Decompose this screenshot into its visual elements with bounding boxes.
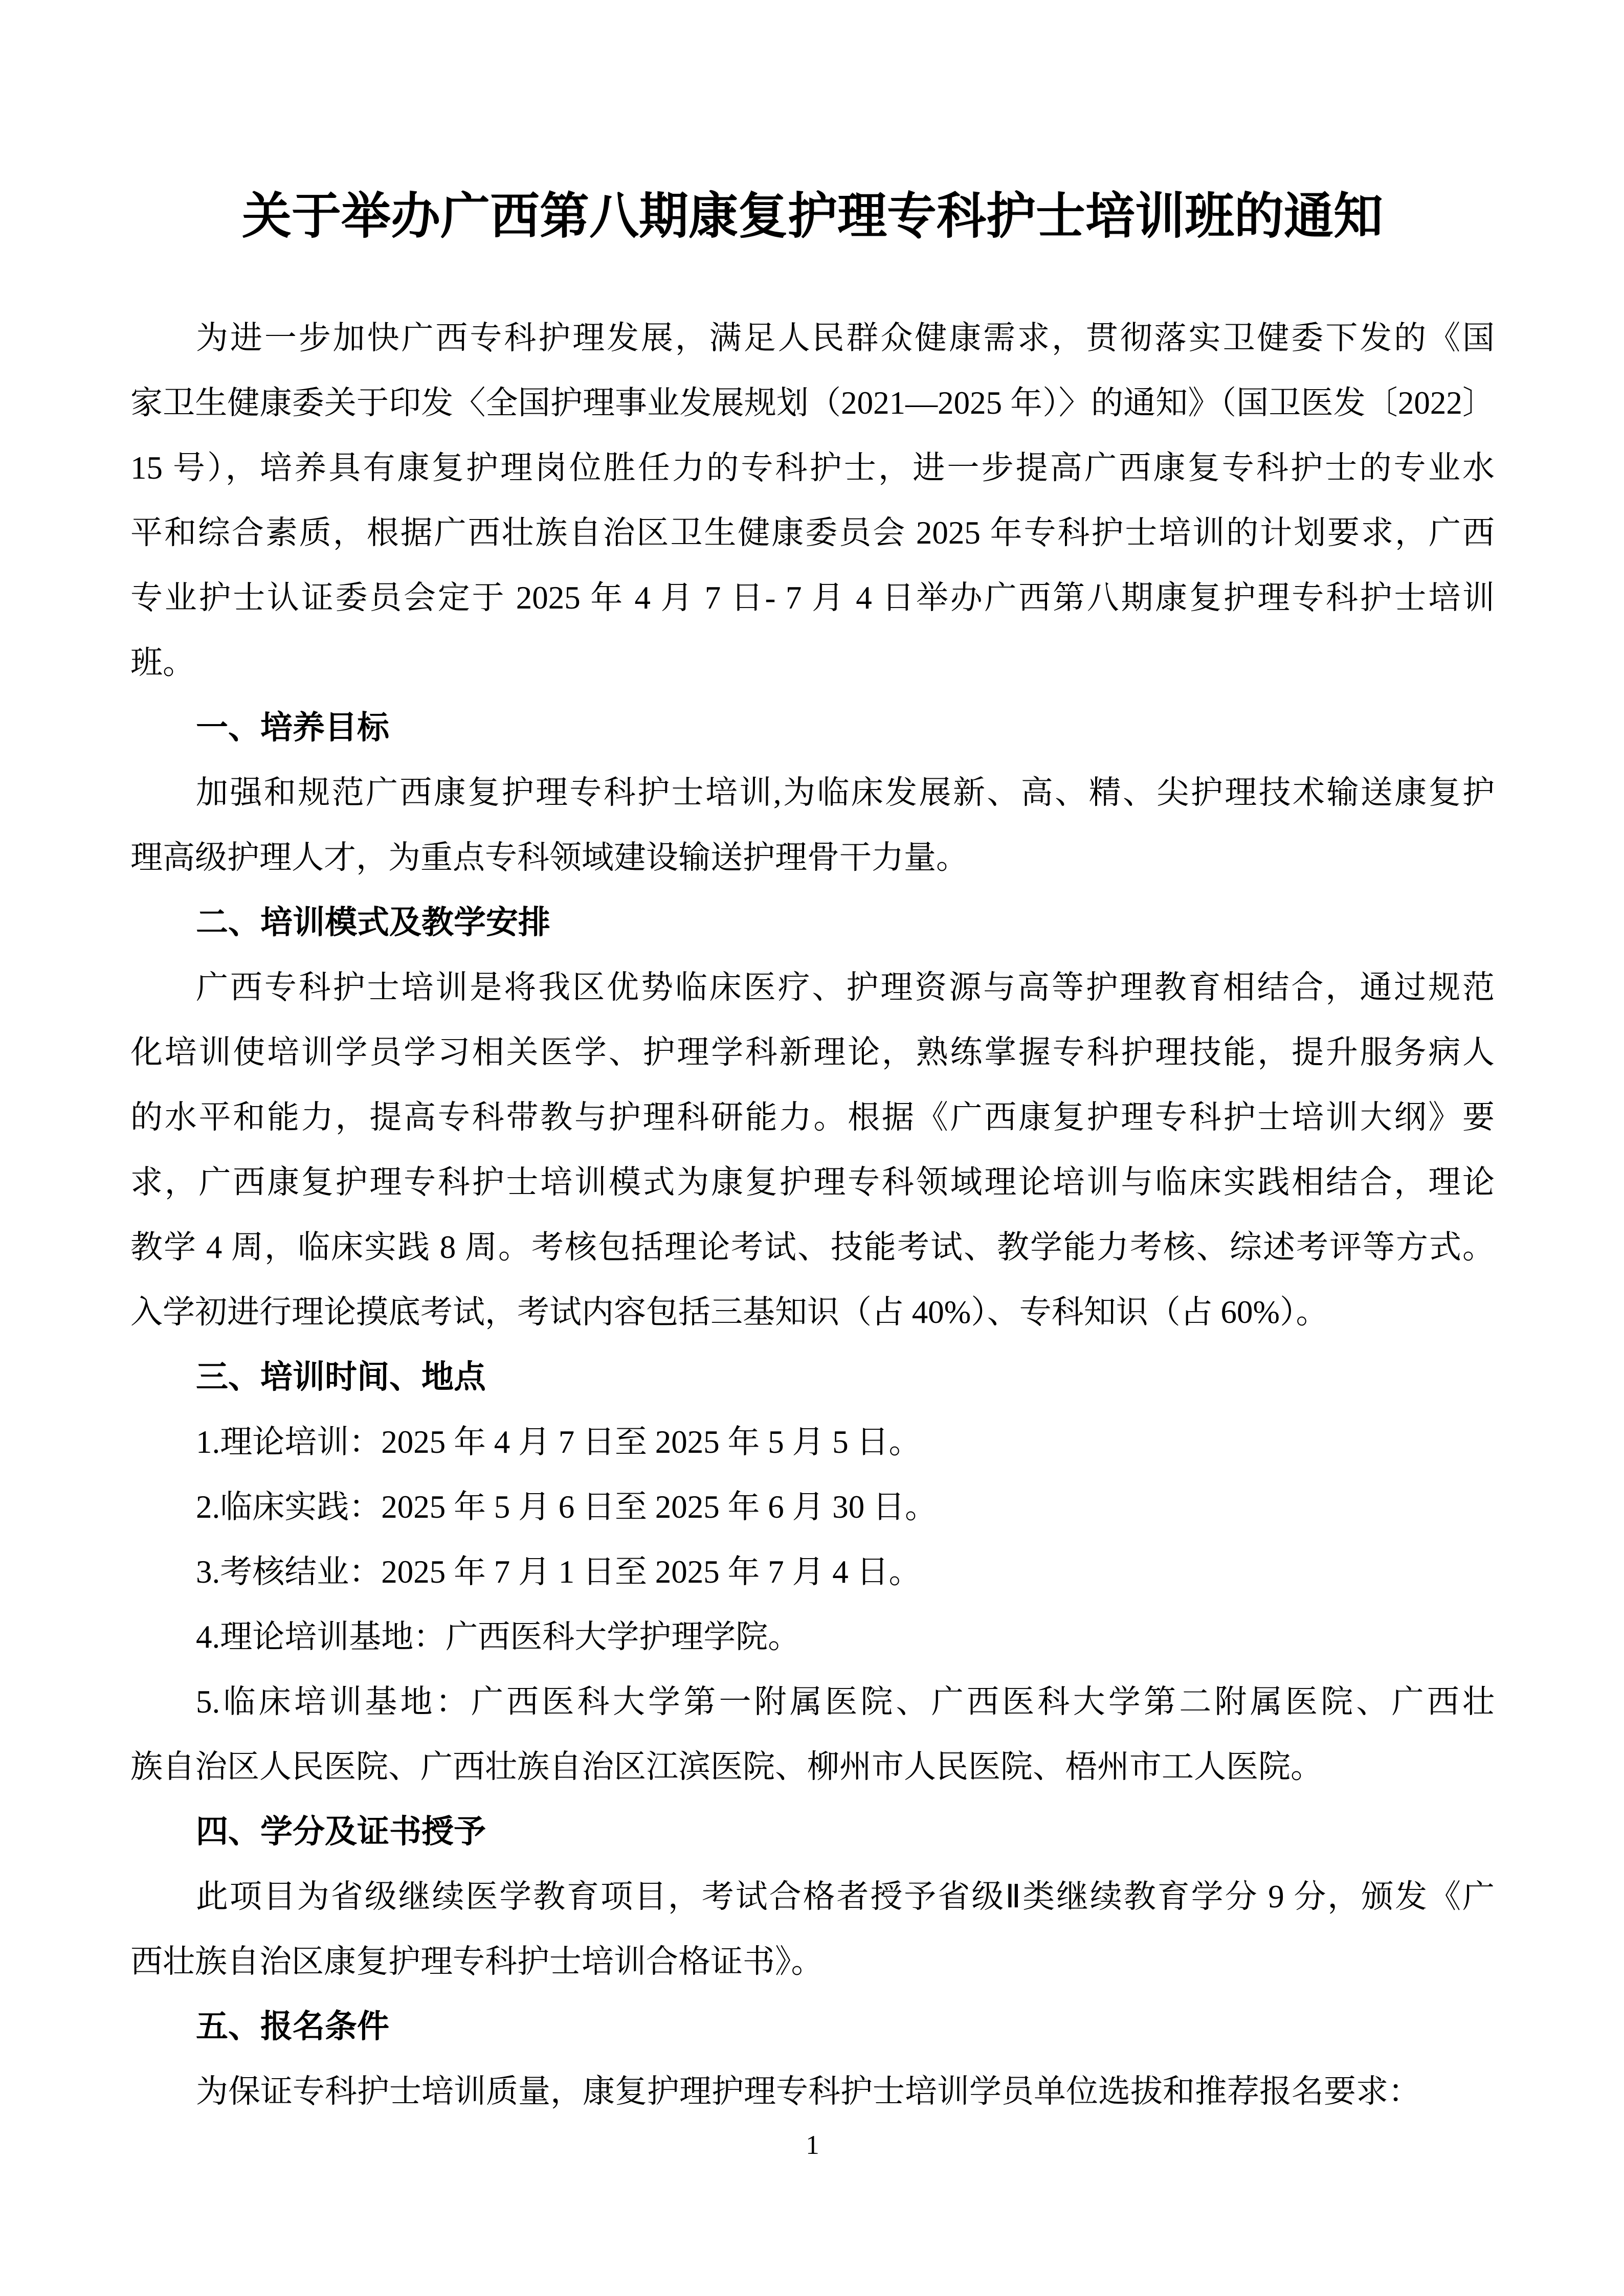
paragraph-line: 班。: [130, 645, 195, 681]
list-item-4: 4.理论培训基地：广西医科大学护理学院。: [196, 1619, 800, 1655]
list-item-1: 1.理论培训：2025 年 4 月 7 日至 2025 年 5 月 5 日。: [196, 1424, 921, 1460]
paragraph-line: 西壮族自治区康复护理专科护士培训合格证书》。: [130, 1944, 824, 1979]
paragraph-line: 求，广西康复护理专科护士培训模式为康复护理专科领域理论培训与临床实践相结合，理论: [130, 1164, 1495, 1200]
document-title: 关于举办广西第八期康复护理专科护士培训班的通知: [242, 189, 1383, 244]
paragraph-line: 入学初进行理论摸底考试，考试内容包括三基知识（占 40%）、专科知识（占 60%）。: [130, 1294, 1328, 1330]
paragraph-line: 广西专科护士培训是将我区优势临床医疗、护理资源与高等护理教育相结合，通过规范: [196, 970, 1495, 1005]
paragraph-line: 为保证专科护士培训质量，康复护理护理专科护士培训学员单位选拔和推荐报名要求：: [196, 2074, 1420, 2109]
paragraph-line: 教学 4 周，临床实践 8 周。考核包括理论考试、技能考试、教学能力考核、综述考评等方式。: [130, 1229, 1495, 1265]
paragraph-line: 的水平和能力，提高专科带教与护理科研能力。根据《广西康复护理专科护士培训大纲》要: [130, 1099, 1495, 1135]
paragraph-line: 家卫生健康委关于印发〈全国护理事业发展规划（2021—2025 年）〉的通知》（国卫医发〔2022〕: [130, 385, 1495, 421]
paragraph-line: 平和综合素质，根据广西壮族自治区卫生健康委员会 2025 年专科护士培训的计划要求，广西: [130, 515, 1495, 551]
paragraph-line: 族自治区人民医院、广西壮族自治区江滨医院、柳州市人民医院、梧州市工人医院。: [130, 1749, 1323, 1785]
list-item-3: 3.考核结业：2025 年 7 月 1 日至 2025 年 7 月 4 日。: [196, 1554, 921, 1590]
paragraph-line: 理高级护理人才，为重点专科领域建设输送护理骨干力量。: [130, 840, 968, 875]
section-heading-3: 三、培训时间、地点: [196, 1359, 486, 1395]
paragraph-line: 加强和规范广西康复护理专科护士培训,为临床发展新、高、精、尖护理技术输送康复护: [196, 775, 1495, 811]
paragraph-line: 专业护士认证委员会定于 2025 年 4 月 7 日- 7 月 4 日举办广西第八期康复护理专科护士培训: [130, 580, 1495, 616]
paragraph-line: 为进一步加快广西专科护理发展，满足人民群众健康需求，贯彻落实卫健委下发的《国: [196, 320, 1495, 356]
list-item-5: 5.临床培训基地：广西医科大学第一附属医院、广西医科大学第二附属医院、广西壮: [196, 1684, 1495, 1720]
section-heading-2: 二、培训模式及教学安排: [196, 905, 550, 940]
paragraph-line: 化培训使培训学员学习相关医学、护理学科新理论，熟练掌握专科护理技能，提升服务病人: [130, 1034, 1495, 1070]
paragraph-line: 此项目为省级继续医学教育项目，考试合格者授予省级Ⅱ类继续教育学分 9 分，颁发《广: [196, 1879, 1495, 1915]
section-heading-5: 五、报名条件: [196, 2009, 389, 2044]
section-heading-4: 四、学分及证书授予: [196, 1814, 486, 1850]
list-item-2: 2.临床实践：2025 年 5 月 6 日至 2025 年 6 月 30 日。: [196, 1489, 937, 1525]
page-number: 1: [806, 2130, 819, 2160]
section-heading-1: 一、培养目标: [196, 710, 389, 746]
paragraph-line: 15 号），培养具有康复护理岗位胜任力的专科护士，进一步提高广西康复专科护士的专业水: [130, 450, 1495, 486]
